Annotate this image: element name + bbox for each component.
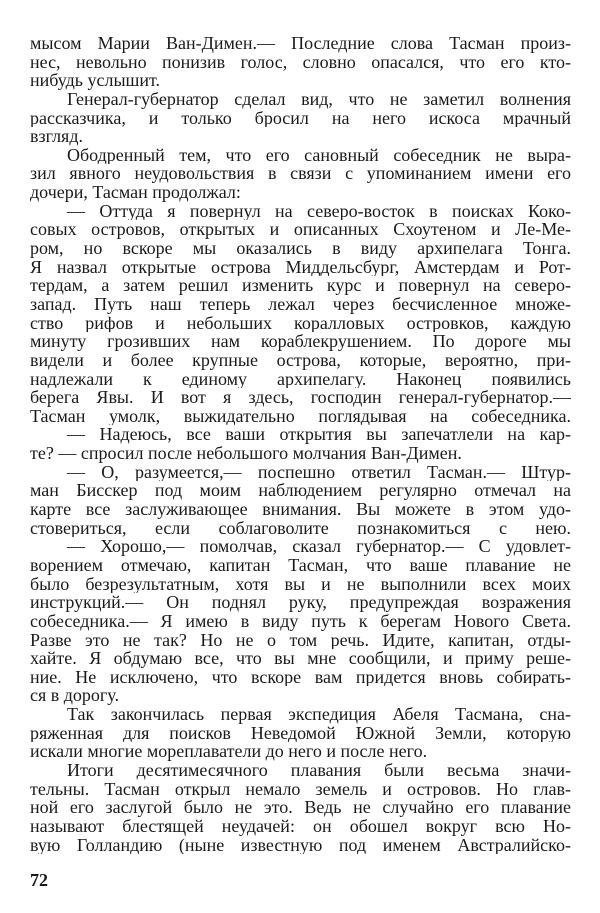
- text-line: — Оттуда я повернул на северо-восток в поисках Коко-: [67, 201, 571, 221]
- page-number: 72: [30, 870, 48, 890]
- text-line: стовериться, если соблаговолите познакомиться с нею.: [30, 518, 571, 538]
- text-line: запад. Путь наш теперь лежал через бесчисленное множе-: [30, 294, 571, 314]
- text-line: нибудь услышит.: [30, 71, 161, 90]
- text-line: нес, невольно понизив голос, словно опасался, что его кто-: [30, 52, 571, 72]
- text-line: ворением отмечаю, капитан Тасман, что ваше плавание не: [30, 555, 571, 575]
- text-line: было безрезультатным, хотя вы и не выполнили всех моих: [30, 574, 571, 594]
- text-line: видели и более крупные острова, которые, вероятно, при-: [30, 350, 571, 370]
- text-line: вую Голландию (ныне известную под именем Австралийско-: [30, 835, 571, 855]
- text-line: те? — спросил после небольшого молчания Ван-Димен.: [30, 444, 462, 463]
- page-body-text: [30, 34, 571, 854]
- text-line: Ободренный тем, что его сановный собеседник не выра-: [67, 145, 571, 165]
- text-line: зил явного неудовольствия в связи с упоминанием имени его: [30, 164, 571, 184]
- paragraph: [30, 537, 571, 705]
- text-line: искали многие мореплаватели до него и после него.: [30, 742, 428, 761]
- text-line: дочери, Тасман продолжал:: [30, 183, 241, 202]
- text-line: — Хорошо,— помолчав, сказал губернатор.— С удовлет-: [67, 537, 571, 556]
- paragraph: [30, 202, 571, 426]
- text-line: ром, но вскоре мы оказались в виду архипелага Тонга.: [30, 239, 571, 258]
- text-line: ной его заслугой было не это. Ведь не случайно его плавание: [30, 798, 571, 817]
- text-line: инструкций.— Он поднял руку, предупреждая возражения: [30, 593, 571, 612]
- text-line: собеседника.— Я имею в виду путь к берегам Нового Света.: [30, 611, 571, 631]
- text-line: карте все заслуживающее внимания. Вы можете в этом удо-: [30, 500, 571, 519]
- text-line: тердам, а затем решил изменить курс и повернул на северо-: [30, 276, 571, 295]
- paragraph: [30, 425, 571, 462]
- paragraph: [30, 146, 571, 202]
- paragraph: [30, 90, 571, 146]
- text-line: называют блестящей неудачей: он обошел вокруг всю Но-: [30, 816, 571, 836]
- paragraph: [30, 761, 571, 854]
- text-line: взгляд.: [30, 127, 83, 146]
- text-line: хайте. Я обдумаю все, что вы мне сообщили, и приму реше-: [30, 649, 571, 668]
- text-line: надлежали к единому архипелагу. Наконец появились: [30, 369, 571, 389]
- text-line: Тасман умолк, выжидательно поглядывая на собеседника.: [30, 406, 571, 426]
- text-line: Генерал-губернатор сделал вид, что не заметил волнения: [67, 89, 571, 109]
- text-line: берега Явы. И вот я здесь, господин генерал-губернатор.—: [30, 388, 571, 407]
- text-line: Так закончилась первая экспедиция Абеля Тасмана, сна-: [67, 705, 571, 724]
- text-line: Итоги десятимесячного плавания были весьма значи-: [67, 760, 571, 780]
- text-line: — Надеюсь, все ваши открытия вы запечатлели на кар-: [67, 425, 571, 445]
- text-line: ние. Не исключено, что вскоре вам придется вновь собирать-: [30, 667, 571, 687]
- text-line: Разве это не так? Но не о том речь. Идите, капитан, отды-: [30, 630, 571, 650]
- text-line: ся в дорогу.: [30, 686, 120, 706]
- text-line: — О, разумеется,— поспешно ответил Тасман.— Штур-: [67, 462, 571, 482]
- text-line: рассказчика, и только бросил на него искоса мрачный: [30, 108, 571, 128]
- text-line: тельны. Тасман открыл немало земель и островов. Но глав-: [30, 779, 571, 799]
- text-line: ман Бисскер под моим наблюдением регулярно отмечал на: [30, 481, 571, 501]
- paragraph: [30, 463, 571, 538]
- text-line: ство рифов и небольших коралловых островков, каждую: [30, 313, 571, 333]
- paragraph: [30, 34, 571, 90]
- text-line: мысом Марии Ван-Димен.— Последние слова Тасман произ-: [30, 34, 571, 53]
- text-line: минуту грозивших нам кораблекрушением. По дороге мы: [30, 332, 571, 351]
- text-line: совых островов, открытых и описанных Схоутеном и Ле-Ме-: [30, 220, 571, 240]
- paragraph: [30, 705, 571, 761]
- text-line: Я назвал открытые острова Миддельсбург, Амстердам и Рот-: [30, 257, 571, 277]
- text-line: ряженная для поисков Неведомой Южной Земли, которую: [30, 723, 571, 743]
